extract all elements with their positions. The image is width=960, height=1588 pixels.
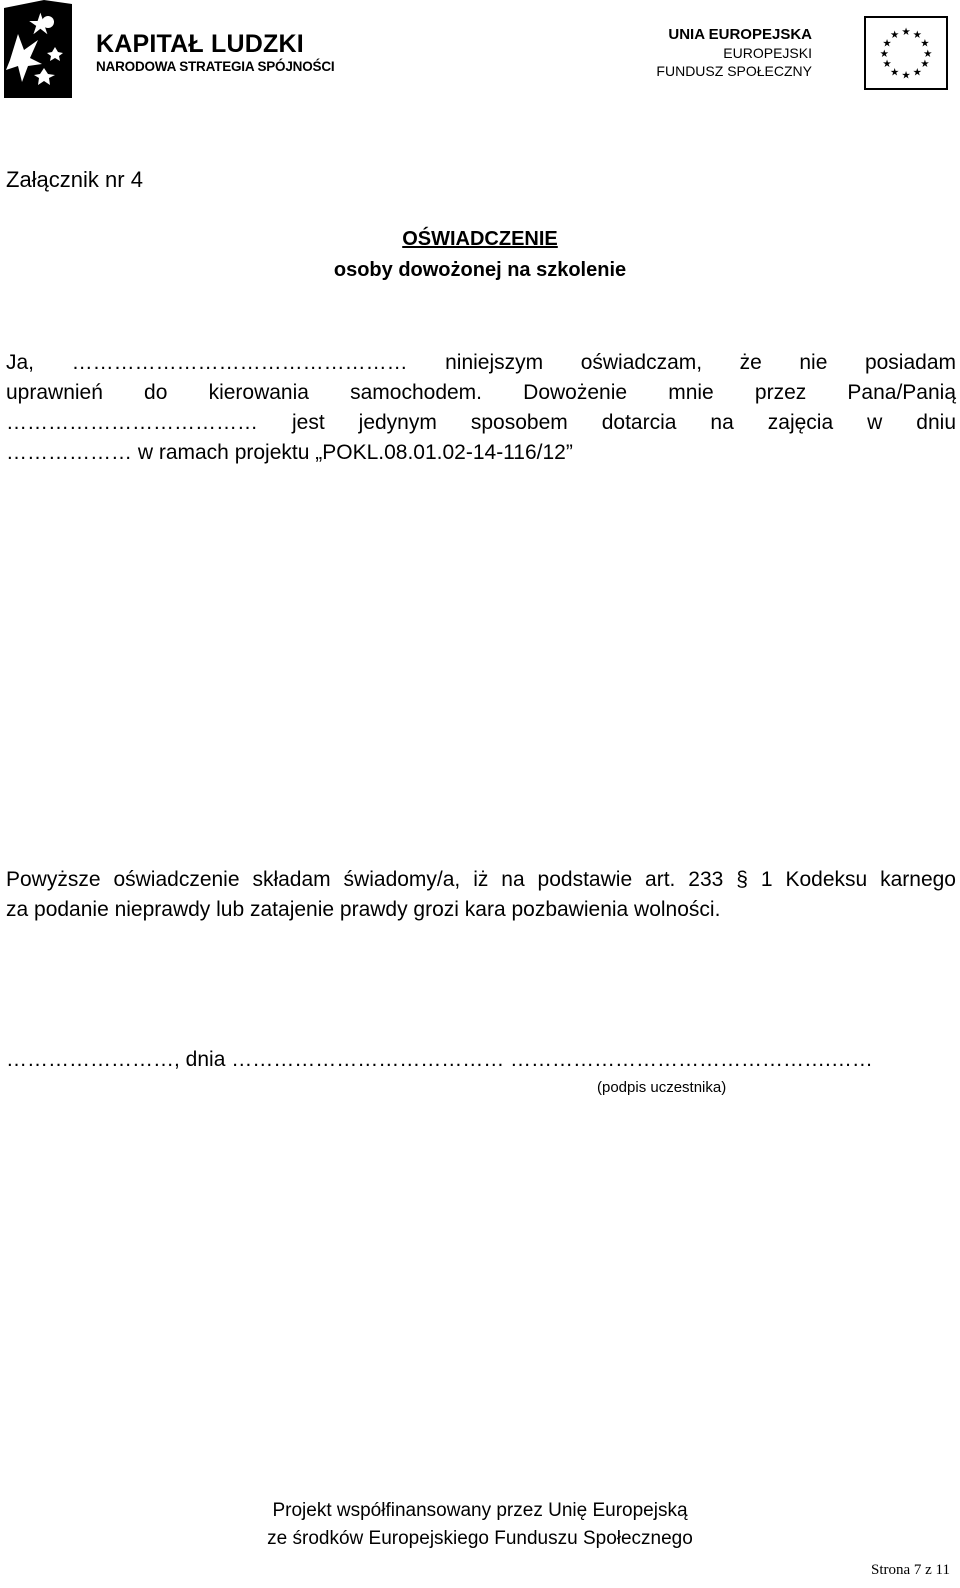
kapital-ludzki-title: KAPITAŁ LUDZKI xyxy=(96,30,304,58)
page-number: Strona 7 z 11 xyxy=(870,1562,950,1578)
svg-text:★: ★ xyxy=(879,47,889,60)
eu-logo-line3: FUNDUSZ SPOŁECZNY xyxy=(656,63,812,79)
svg-text:★: ★ xyxy=(920,37,930,50)
eu-logo-line1: UNIA EUROPEJSKA xyxy=(668,26,812,43)
svg-text:★: ★ xyxy=(882,58,892,71)
eu-logo-line2: EUROPEJSKI xyxy=(723,45,812,61)
svg-text:★: ★ xyxy=(901,69,911,82)
kapital-ludzki-subtitle: NARODOWA STRATEGIA SPÓJNOŚCI xyxy=(96,59,335,74)
body-line: ……………… w ramach projektu „POKL.08.01.02-14-116/12” xyxy=(6,441,573,464)
body-line: Ja, ………………………………………… niniejszym oświadczam, że nie posiadam xyxy=(6,351,956,374)
signature-caption: (podpis uczestnika) xyxy=(597,1079,727,1096)
statement-line: Powyższe oświadczenie składam świadomy/a, iż na podstawie art. 233 § 1 Kodeksu karnego xyxy=(6,868,956,891)
kapital-ludzki-logo xyxy=(4,0,335,100)
signature-line: ……………………, dnia ………………………………… ……………………………………….…… xyxy=(6,1048,873,1071)
svg-text:★: ★ xyxy=(920,58,930,71)
svg-text:★: ★ xyxy=(889,66,900,79)
footer-line1: Projekt współfinansowany przez Unię Europejską xyxy=(272,1500,688,1521)
eu-flag-icon xyxy=(864,16,948,90)
body-line: ……………………………… jest jedynym sposobem dotarcia na zajęcia w dniu xyxy=(6,411,956,434)
svg-text:★: ★ xyxy=(882,37,892,50)
statement-line: za podanie nieprawdy lub zatajenie prawdy grozi kara pozbawienia wolności. xyxy=(6,898,721,921)
svg-text:★: ★ xyxy=(923,47,933,60)
document-title: OŚWIADCZENIE xyxy=(402,228,558,250)
svg-text:★: ★ xyxy=(889,28,900,41)
annex-label: Załącznik nr 4 xyxy=(6,167,143,192)
kapital-ludzki-emblem-icon xyxy=(4,0,72,98)
svg-text:★: ★ xyxy=(901,26,911,39)
svg-text:★: ★ xyxy=(912,28,923,41)
svg-text:★: ★ xyxy=(912,66,923,79)
body-line: uprawnień do kierowania samochodem. Dowożenie mnie przez Pana/Panią xyxy=(6,381,956,404)
eu-logo xyxy=(658,14,948,94)
document-subtitle: osoby dowożonej na szkolenie xyxy=(333,259,627,281)
footer-line2: ze środków Europejskiego Funduszu Społecznego xyxy=(267,1528,693,1549)
